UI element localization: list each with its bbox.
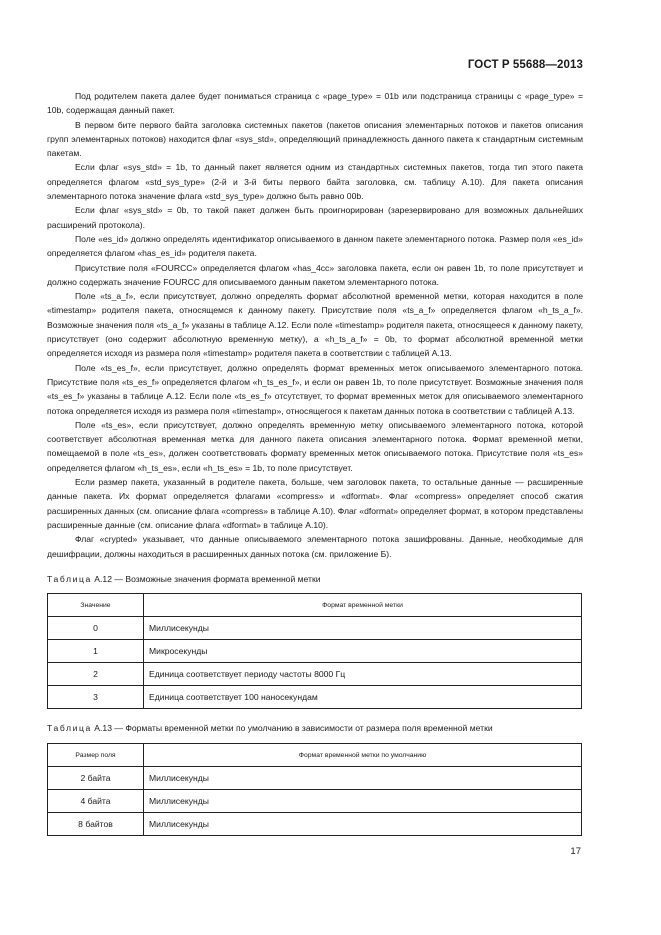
table-a12-caption: [47, 573, 587, 585]
table-row: [48, 767, 582, 790]
table-caption-text: А.13 — Форматы временной метки по умолчанию в зависимости от размера поля временной метки: [91, 723, 493, 733]
table-cell: Миллисекунды: [144, 617, 582, 640]
table-cell: Миллисекунды: [144, 813, 582, 836]
table-cell: Миллисекунды: [144, 767, 582, 790]
paragraph: В первом бите первого байта заголовка системных пакетов (пакетов описания элементарных потоков и пакетов описания групп элементарных потоков) находится флаг «sys_std», определяющий принадлежность данного пакета к стандартным системным пакетам.: [47, 119, 583, 159]
column-header-default-format: Формат временной метки по умолчанию: [144, 744, 582, 767]
document-header: ГОСТ Р 55688—2013: [467, 59, 583, 71]
paragraph: Флаг «crypted» указывает, что данные описываемого элементарного потока зашифрованы. Данные, необходимые для дешифрации, должны находиться в расширенных данных потока (см. приложение Б).: [47, 534, 583, 559]
paragraph: Если флаг «sys_std» = 0b, то такой пакет должен быть проигнорирован (зарезервировано для возможных дальнейших расширений протокола).: [47, 205, 583, 230]
table-label: Таблица: [47, 723, 92, 733]
page-number: 17: [570, 846, 581, 857]
table-a13-caption: [47, 722, 587, 734]
table-cell: 3: [48, 686, 144, 709]
table-cell: Единица соответствует периоду частоты 8000 Гц: [144, 663, 582, 686]
table-label: Таблица: [47, 574, 92, 584]
table-row: [48, 813, 582, 836]
table-cell: Микросекунды: [144, 640, 582, 663]
table-row: [48, 663, 582, 686]
table-cell: Миллисекунды: [144, 790, 582, 813]
table-cell: 1: [48, 640, 144, 663]
table-a13: [47, 743, 582, 836]
table-cell: 4 байта: [48, 790, 144, 813]
paragraph: Поле «ts_a_f», если присутствует, должно определять формат абсолютной временной метки, которая находится в поле «timestamp» родителя пакета, относящемся к данному пакету. Присутствие поля «ts_a_f» определяется флагом «h_ts_a_f». Возможные значения поля «ts_a_f» указаны в таблице А.12. Если поле «timestamp» родителя пакета, относящееся к данному пакету, присутствует (оно содержит абсолютную временную метку), а «h_ts_a_f» = 0b, то формат абсолютной временной метки определяется исходя из размера поля «timestamp» родителя пакета в соответствии с таблицей А.13.: [47, 291, 583, 359]
column-header-value: Значение: [48, 594, 144, 617]
table-row: [48, 640, 582, 663]
table-cell: Единица соответствует 100 наносекундам: [144, 686, 582, 709]
paragraph: Поле «es_id» должно определять идентификатор описываемого в данном пакете элементарного потока. Размер поля «es_id» определяется флагом «has_es_id» родителя пакета.: [47, 233, 583, 259]
paragraph: Если флаг «sys_std» = 1b, то данный пакет является одним из стандартных системных пакетов, тогда тип этого пакета определяется флагом «std_sys_type» (2-й и 3-й биты первого байта заголовка, см. таблицу А.10). Для пакета описания элементарного потока значение флага «std_sys_type» должно быть равно 00b.: [47, 162, 583, 202]
table-a12: [47, 593, 582, 709]
table-caption-text: А.12 — Возможные значения формата временной метки: [91, 574, 321, 584]
column-header-format: Формат временной метки: [144, 594, 582, 617]
table-row: [48, 617, 582, 640]
paragraph: Поле «ts_es», если присутствует, должно определять временную метку описываемого элементарного потока, которой соответствует абсолютная временная метка для данного пакета описания элементарного потока. Формат временной метки, помещаемой в поле «ts_es», должен соответствовать формату временных меток описываемого потока. Присутствие поля «ts_es» определяется флагом «h_ts_es», если «h_ts_es» = 1b, то поле присутствует.: [47, 419, 583, 473]
table-header-row: [48, 594, 582, 617]
table-row: [48, 790, 582, 813]
paragraph: Присутствие поля «FOURCC» определяется флагом «has_4cc» заголовка пакета, если он равен 1b, то поле присутствует и должно содержать значение FOURCC для описываемого данным пакетом элементарного потока.: [47, 262, 583, 287]
table-cell: 8 байтов: [48, 813, 144, 836]
table-cell: 0: [48, 617, 144, 640]
table-row: [48, 686, 582, 709]
table-header-row: [48, 744, 582, 767]
paragraph: Под родителем пакета далее будет пониматься страница с «page_type» = 01b или подстраница страницы с «page_type» = 10b, содержащая данный пакет.: [47, 91, 583, 116]
table-cell: 2 байта: [48, 767, 144, 790]
column-header-field-size: Размер поля: [48, 744, 144, 767]
table-cell: 2: [48, 663, 144, 686]
paragraph: Поле «ts_es_f», если присутствует, должно определять формат временных меток описываемого элементарного потока. Присутствие поля «ts_es_f» определяется флагом «h_ts_es_f», и если он равен 1b, то поле присутствует. Возможные значения поля «ts_es_f» указаны в таблице А.12. Если поле «ts_es_f» отсутствует, то формат временных меток для описываемого элементарного потока определяется исходя из размера поля «timestamp», относящегося к пакетам данных потока в соответствии с таблицей А.13.: [47, 362, 583, 416]
body-text: [47, 89, 583, 561]
paragraph: Если размер пакета, указанный в родителе пакета, больше, чем заголовок пакета, то остальные данные — расширенные данные пакета. Их формат определяется флагами «compress» и «dformat». Флаг «compress» определяет способ сжатия расширенных данных (см. описание флага «compress» в таблице А.10). Флаг «dformat» определяет формат, в котором представлены расширенные данные (см. описание флага «dformat» в таблице А.10).: [47, 477, 583, 530]
